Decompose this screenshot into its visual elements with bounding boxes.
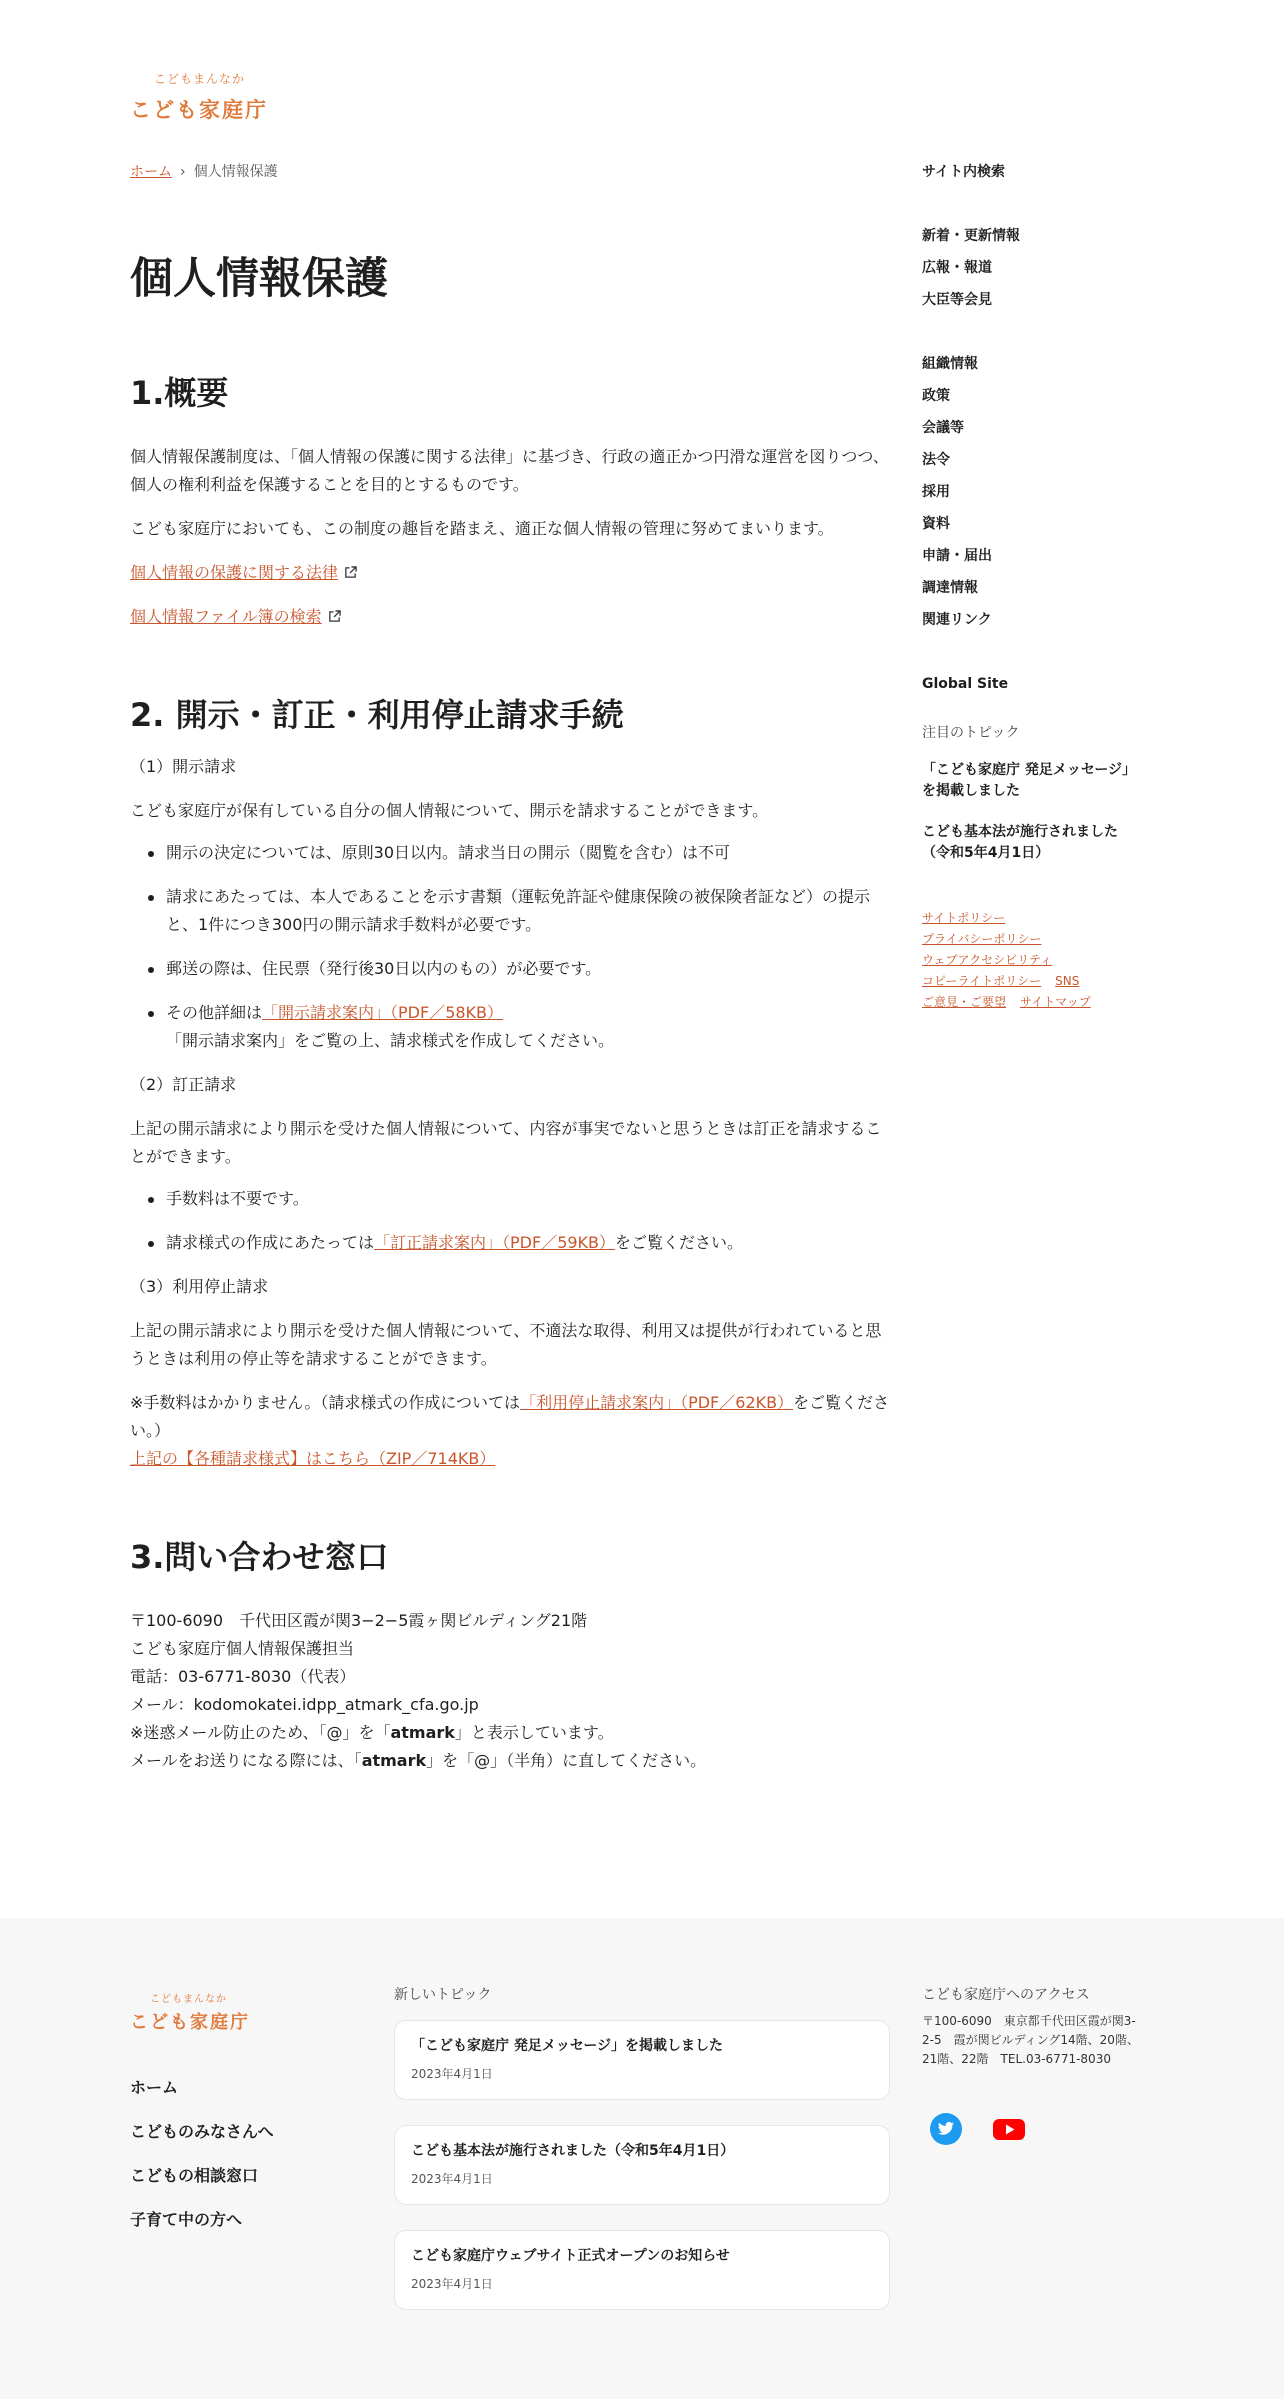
news-card[interactable] bbox=[394, 2020, 890, 2100]
sns-link[interactable]: SNS bbox=[1055, 974, 1080, 988]
topic-link-basic-law[interactable] bbox=[922, 822, 1162, 864]
news-card-title: こども基本法が施行されました（令和5年4月1日） bbox=[411, 2143, 735, 2159]
news-card-date: 2023年4月1日 bbox=[411, 2172, 493, 2186]
privacy-policy-link[interactable]: プライバシーポリシー bbox=[922, 932, 1042, 946]
sidebar-item-laws[interactable]: 法令 bbox=[922, 452, 950, 468]
note-text: メールをお送りになる際には、「 bbox=[130, 1751, 362, 1770]
news-card[interactable] bbox=[394, 2125, 890, 2205]
footer-news-title: 新しいトピック bbox=[394, 1987, 492, 2003]
list-item-text: その他詳細は bbox=[166, 1003, 263, 1022]
note-text: ※迷惑メール防止のため、「@」を「 bbox=[130, 1723, 391, 1742]
sitemap-link[interactable]: サイトマップ bbox=[1020, 995, 1091, 1009]
topic-text: 「こども家庭庁 発足メッセージ」 bbox=[922, 762, 1137, 778]
contact-note-1 bbox=[130, 1719, 890, 1747]
contact-note-2 bbox=[130, 1747, 890, 1775]
suspension-paragraph: 上記の開示請求により開示を受けた個人情報について、不適法な取得、利用又は提供が行われていると思うときは利用の停止等を請求することができます。 bbox=[130, 1321, 882, 1368]
sidebar-item-procurement[interactable]: 調達情報 bbox=[922, 580, 978, 596]
note-text: をご覧ください。） bbox=[130, 1393, 890, 1440]
suspension-guide-pdf-link[interactable]: 「利用停止請求案内」（PDF／62KB） bbox=[520, 1393, 794, 1412]
footer bbox=[0, 1918, 1284, 2399]
contact-address: 〒100-6090 千代田区霞が関3−2−5霞ヶ関ビルディング21階 bbox=[130, 1611, 588, 1630]
footer-logo-name: こども家庭庁 bbox=[130, 2012, 250, 2033]
sidebar-item-press-conference[interactable]: 大臣等会見 bbox=[922, 292, 992, 308]
sidebar-item-policy[interactable]: 政策 bbox=[922, 388, 950, 404]
correction-guide-pdf-link[interactable]: 「訂正請求案内」（PDF／59KB） bbox=[374, 1233, 616, 1252]
file-register-link-row bbox=[130, 603, 890, 631]
sidebar-item-related-links[interactable]: 関連リンク bbox=[922, 612, 992, 628]
list-item: 郵送の際は、住民票（発行後30日以内のもの）が必要です。 bbox=[166, 955, 890, 983]
list-item-text: をご覧ください。 bbox=[615, 1233, 744, 1252]
news-card-title: こども家庭庁ウェブサイト正式オープンのお知らせ bbox=[411, 2248, 730, 2264]
sidebar-item-materials[interactable]: 資料 bbox=[922, 516, 950, 532]
list-item: 請求にあたっては、本人であることを示す書類（運転免許証や健康保険の被保険者証など）の提示と、1件につき300円の開示請求手数料が必要です。 bbox=[166, 883, 890, 939]
accessibility-link[interactable]: ウェブアクセシビリティ bbox=[922, 953, 1052, 967]
twitter-icon[interactable] bbox=[929, 2112, 963, 2146]
list-item: 開示の決定については、原則30日以内。請求当日の開示（閲覧を含む）は不可 bbox=[166, 839, 890, 867]
correction-subheading: （2）訂正請求 bbox=[130, 1075, 237, 1094]
correction-paragraph: 上記の開示請求により開示を受けた個人情報について、内容が事実でないと思うときは訂正を請求することができます。 bbox=[130, 1119, 882, 1166]
access-text: 〒100-6090 東京都千代田区霞が関3- bbox=[922, 2014, 1136, 2028]
contact-phone: 電話：03-6771-8030（代表） bbox=[130, 1667, 356, 1686]
disclosure-guide-pdf-link[interactable]: 「開示請求案内」（PDF／58KB） bbox=[262, 1003, 504, 1022]
access-text: 21階、22階 TEL.03-6771-8030 bbox=[922, 2052, 1111, 2066]
footer-access-title: こども家庭庁へのアクセス bbox=[922, 1987, 1090, 2003]
sidebar-item-meetings[interactable]: 会議等 bbox=[922, 420, 964, 436]
logo-tagline: こどもまんなか bbox=[154, 72, 246, 86]
breadcrumb-home-link[interactable]: ホーム bbox=[130, 164, 172, 180]
disclosure-paragraph: こども家庭庁が保有している自分の個人情報について、開示を請求することができます。 bbox=[130, 801, 769, 820]
youtube-icon[interactable] bbox=[992, 2112, 1026, 2146]
footer-logo[interactable] bbox=[130, 1990, 270, 2033]
news-card-title: 「こども家庭庁 発足メッセージ」を掲載しました bbox=[411, 2038, 724, 2054]
footer-access-address bbox=[922, 2012, 1162, 2069]
footer-nav-children[interactable]: こどものみなさんへ bbox=[130, 2122, 274, 2141]
disclosure-subheading: （1）開示請求 bbox=[130, 757, 237, 776]
news-card[interactable] bbox=[394, 2230, 890, 2310]
sidebar-item-applications[interactable]: 申請・届出 bbox=[922, 548, 992, 564]
footer-nav bbox=[130, 2076, 274, 2252]
global-site-link[interactable]: Global Site bbox=[922, 676, 1009, 692]
note-text: 」を「@」（半角）に直してください。 bbox=[426, 1751, 707, 1770]
contact-department: こども家庭庁個人情報保護担当 bbox=[130, 1639, 355, 1658]
note-bold: atmark bbox=[361, 1751, 427, 1770]
privacy-law-link-row bbox=[130, 559, 890, 587]
footer-logo-tagline: こどもまんなか bbox=[150, 1994, 227, 2005]
section-overview-title: 1.概要 bbox=[130, 374, 229, 412]
news-card-date: 2023年4月1日 bbox=[411, 2277, 493, 2291]
contact-email: メール：kodomokatei.idpp_atmark_cfa.go.jp bbox=[130, 1695, 479, 1714]
disclosure-list bbox=[130, 839, 890, 1055]
main-content bbox=[130, 160, 890, 1775]
external-link-icon bbox=[328, 610, 341, 623]
sidebar-group-main bbox=[922, 348, 1162, 636]
file-register-search-link[interactable]: 個人情報ファイル簿の検索 bbox=[130, 607, 322, 626]
sidebar-footer-links bbox=[922, 908, 1162, 1013]
site-search-link[interactable]: サイト内検索 bbox=[922, 164, 1006, 180]
note-text: ※手数料はかかりません。（請求様式の作成については bbox=[130, 1393, 521, 1412]
section-contact-title: 3.問い合わせ窓口 bbox=[130, 1538, 389, 1576]
footer-nav-parents[interactable]: 子育て中の方へ bbox=[130, 2210, 243, 2229]
section-procedures-title: 2. 開示・訂正・利用停止請求手続 bbox=[130, 696, 624, 734]
copyright-link[interactable]: コピーライトポリシー bbox=[922, 974, 1042, 988]
topic-text: （令和5年4月1日） bbox=[922, 845, 1050, 861]
sidebar-item-news[interactable]: 新着・更新情報 bbox=[922, 228, 1020, 244]
topics-label: 注目のトピック bbox=[922, 725, 1020, 741]
sidebar bbox=[922, 160, 1162, 1013]
list-item-text: 請求様式の作成にあたっては bbox=[166, 1233, 375, 1252]
topic-link-message[interactable] bbox=[922, 760, 1162, 802]
suspension-note bbox=[130, 1389, 890, 1473]
sidebar-item-pr[interactable]: 広報・報道 bbox=[922, 260, 992, 276]
note-bold: atmark bbox=[390, 1723, 455, 1742]
site-policy-link[interactable]: サイトポリシー bbox=[922, 911, 1006, 925]
privacy-law-link[interactable]: 個人情報の保護に関する法律 bbox=[130, 563, 339, 582]
footer-nav-consultation[interactable]: こどもの相談窓口 bbox=[130, 2166, 259, 2185]
breadcrumb bbox=[130, 160, 890, 184]
sidebar-item-recruit[interactable]: 採用 bbox=[922, 484, 950, 500]
list-item: 手数料は不要です。 bbox=[166, 1185, 890, 1213]
sidebar-item-organization[interactable]: 組織情報 bbox=[922, 356, 978, 372]
list-item bbox=[166, 999, 890, 1055]
request-forms-zip-link[interactable]: 上記の【各種請求様式】はこちら（ZIP／714KB） bbox=[130, 1449, 496, 1468]
suspension-subheading: （3）利用停止請求 bbox=[130, 1277, 269, 1296]
opinion-link[interactable]: ご意見・ご要望 bbox=[922, 995, 1007, 1009]
list-item bbox=[166, 1229, 890, 1257]
overview-paragraph-2: こども家庭庁においても、この制度の趣旨を踏まえ、適正な個人情報の管理に努めてまいります。 bbox=[130, 519, 834, 538]
access-text: 2-5 霞が関ビルディング14階、20階、 bbox=[922, 2033, 1139, 2047]
page-title: 個人情報保護 bbox=[130, 254, 388, 304]
breadcrumb-separator-icon: › bbox=[180, 164, 186, 180]
note-text: 」と表示しています。 bbox=[454, 1723, 614, 1742]
logo-name: こども家庭庁 bbox=[130, 98, 268, 122]
topic-text: こども基本法が施行されました bbox=[922, 824, 1118, 840]
correction-list bbox=[130, 1185, 890, 1257]
overview-paragraph-1: 個人情報保護制度は、「個人情報の保護に関する法律」に基づき、行政の適正かつ円滑な運営を図りつつ、個人の権利利益を保護することを目的とするものです。 bbox=[130, 447, 889, 494]
contact-info bbox=[130, 1607, 890, 1775]
topic-text: を掲載しました bbox=[922, 783, 1020, 799]
breadcrumb-current: 個人情報保護 bbox=[193, 164, 278, 180]
news-card-date: 2023年4月1日 bbox=[411, 2067, 493, 2081]
site-logo[interactable] bbox=[130, 70, 280, 120]
list-item-text: 「開示請求案内」をご覧の上、請求様式を作成してください。 bbox=[166, 1031, 615, 1050]
footer-nav-home[interactable]: ホーム bbox=[130, 2078, 179, 2097]
external-link-icon bbox=[344, 566, 357, 579]
sidebar-group-news bbox=[922, 220, 1162, 316]
